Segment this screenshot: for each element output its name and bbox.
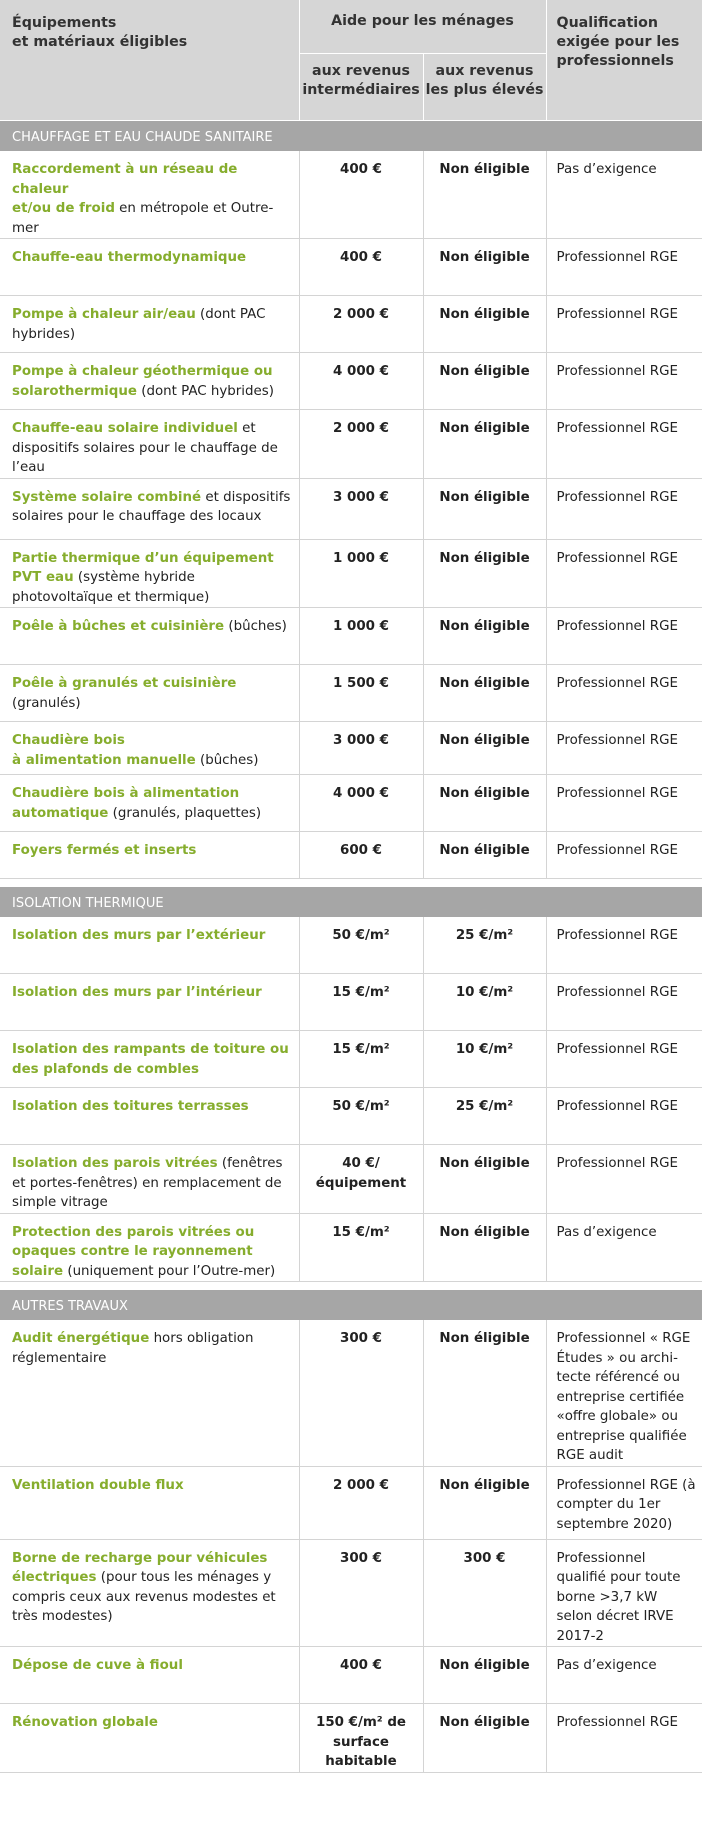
aid-high: Non éligible [423, 775, 546, 832]
equipment-detail: (système hybride photovoltaïque et thermique) [12, 570, 210, 605]
table-row [0, 1466, 702, 1539]
section-gap [0, 1282, 702, 1291]
section-header [0, 121, 702, 152]
equipment-name: Ventilation double flux [12, 1477, 184, 1493]
aid-intermediate: 400 € [299, 1647, 423, 1704]
equipment-detail: hors obligation réglementaire [12, 1331, 254, 1366]
equipment-name: Partie thermique d’un équipement [12, 550, 274, 566]
equipment-cell [0, 608, 299, 665]
qualification-cell: Professionnel RGE [546, 1031, 702, 1088]
equipment-name: Audit énergétique [12, 1331, 150, 1346]
table-row [0, 1213, 702, 1282]
equipment-detail: (granulés, plaquettes) [112, 805, 262, 821]
table-row [0, 775, 702, 832]
aid-high: Non éligible [423, 296, 546, 353]
table-row [0, 296, 702, 353]
table-row [0, 410, 702, 479]
equipment-name: Chaudière bois à alimentation [12, 786, 240, 801]
section-title: CHAUFFAGE ET EAU CHAUDE SANITAIRE [0, 121, 702, 152]
equipment-cell [0, 1145, 299, 1214]
qualification-cell: Professionnel RGE [546, 974, 702, 1031]
qualification-cell: Professionnel RGE [546, 353, 702, 410]
equipment-name: Foyers fermés et inserts [12, 843, 197, 858]
aid-high: Non éligible [423, 478, 546, 539]
header-equipment-line1: Équipements [12, 15, 117, 31]
section-gap [0, 879, 702, 888]
aid-high: 10 €/m² [423, 1031, 546, 1088]
aid-high: Non éligible [423, 608, 546, 665]
aid-high: Non éligible [423, 239, 546, 296]
aid-intermediate: 40 €/ équipement [299, 1145, 423, 1214]
equipment-cell [0, 775, 299, 832]
aid-intermediate: 600 € [299, 832, 423, 879]
equipment-cell [0, 832, 299, 879]
qualification-cell: Professionnel RGE [546, 665, 702, 722]
equipment-detail: en métropole et Outre-mer [12, 201, 274, 236]
equipment-name: automatique [12, 805, 109, 821]
aid-high: Non éligible [423, 1213, 546, 1282]
equipment-name: Isolation des murs par l’intérieur [12, 985, 262, 1000]
equipment-cell [0, 1088, 299, 1145]
table-row [0, 151, 702, 239]
equipment-name: Isolation des parois vitrées [12, 1156, 218, 1171]
aid-intermediate: 15 €/m² [299, 1031, 423, 1088]
equipment-name: électriques [12, 1570, 97, 1585]
aid-high: Non éligible [423, 151, 546, 239]
equipment-cell [0, 539, 299, 608]
equipment-cell [0, 974, 299, 1031]
equipment-cell [0, 151, 299, 239]
aid-high: Non éligible [423, 722, 546, 775]
table-row [0, 1320, 702, 1466]
table-row [0, 1539, 702, 1647]
qualification-cell: Professionnel RGE (à compter du 1er septembre 2020) [546, 1466, 702, 1539]
equipment-name: des plafonds de combles [12, 1061, 199, 1077]
table-row [0, 974, 702, 1031]
section-title: AUTRES TRAVAUX [0, 1290, 702, 1320]
table-row [0, 722, 702, 775]
equipment-name: et/ou de froid [12, 201, 115, 216]
equipment-detail: (bûches) [199, 752, 259, 768]
equipment-cell [0, 917, 299, 974]
qualification-cell: Professionnel RGE [546, 539, 702, 608]
qualification-cell: Professionnel RGE [546, 1088, 702, 1145]
header-intermediate-line1: aux revenus [312, 63, 410, 79]
equipment-name: Chauffe-eau thermodynamique [12, 250, 247, 265]
qualification-cell: Professionnel RGE [546, 917, 702, 974]
table-row [0, 608, 702, 665]
aid-high: Non éligible [423, 665, 546, 722]
aid-intermediate: 150 €/m² de surface habitable [299, 1704, 423, 1773]
table-row [0, 917, 702, 974]
equipment-name: Poêle à granulés et cuisinière [12, 676, 237, 691]
aid-high: Non éligible [423, 410, 546, 479]
header-intermediate-line2: intermédiaires [302, 82, 420, 98]
equipment-cell [0, 665, 299, 722]
table-row [0, 1647, 702, 1704]
qualification-cell: Professionnel RGE [546, 722, 702, 775]
equipment-detail: (dont PAC hybrides) [141, 383, 274, 399]
section-gap-cell [0, 879, 702, 888]
equipment-name: opaques contre le rayonnement solaire [12, 1244, 253, 1279]
equipment-name: Pompe à chaleur géothermique ou [12, 364, 273, 379]
aid-intermediate: 15 €/m² [299, 1213, 423, 1282]
aid-intermediate: 2 000 € [299, 1466, 423, 1539]
equipment-name: Rénovation globale [12, 1715, 158, 1730]
qualification-cell: Professionnel RGE [546, 296, 702, 353]
header-qualification-line1: Qualification [556, 15, 658, 31]
aid-intermediate: 3 000 € [299, 478, 423, 539]
equipment-cell [0, 239, 299, 296]
header-qualification [546, 0, 702, 121]
equipment-name: Pompe à chaleur air/eau [12, 307, 196, 322]
aid-intermediate: 1 500 € [299, 665, 423, 722]
qualification-cell: Professionnel RGE [546, 1704, 702, 1773]
equipment-cell [0, 478, 299, 539]
equipment-detail: et dispositifs solaires pour le chauffage de l’eau [12, 421, 278, 475]
table-body [0, 121, 702, 1773]
equipment-cell [0, 1031, 299, 1088]
qualification-cell: Professionnel RGE [546, 478, 702, 539]
header-aid: Aide pour les ménages [299, 0, 546, 54]
equipment-cell [0, 1213, 299, 1282]
aid-intermediate: 3 000 € [299, 722, 423, 775]
table-row [0, 353, 702, 410]
equipment-name: Isolation des toitures terrasses [12, 1099, 249, 1114]
qualification-cell: Professionnel RGE [546, 1145, 702, 1214]
equipment-detail: et dispositifs solaires pour le chauffage des locaux [12, 489, 291, 524]
table-row [0, 478, 702, 539]
equipment-name: Borne de recharge pour véhicules [12, 1550, 268, 1566]
section-title: ISOLATION THERMIQUE [0, 887, 702, 917]
qualification-cell: Professionnel RGE [546, 608, 702, 665]
aid-intermediate: 4 000 € [299, 775, 423, 832]
header-high-income [423, 54, 546, 121]
equipment-cell [0, 1539, 299, 1647]
aid-high: Non éligible [423, 539, 546, 608]
table-row [0, 1031, 702, 1088]
header-equipment-line2: et matériaux éligibles [12, 34, 188, 50]
section-gap-cell [0, 1282, 702, 1291]
table-row [0, 239, 702, 296]
equipment-cell [0, 410, 299, 479]
aid-high: 10 €/m² [423, 974, 546, 1031]
equipment-name: Raccordement à un réseau de chaleur [12, 162, 238, 197]
qualification-cell: Professionnel RGE [546, 410, 702, 479]
aid-intermediate: 2 000 € [299, 410, 423, 479]
aid-intermediate: 50 €/m² [299, 1088, 423, 1145]
qualification-cell: Pas d’exigence [546, 1647, 702, 1704]
equipment-cell [0, 1704, 299, 1773]
aid-high: 25 €/m² [423, 917, 546, 974]
aid-high: Non éligible [423, 1320, 546, 1466]
table-row [0, 1088, 702, 1145]
aid-high: Non éligible [423, 1704, 546, 1773]
header-intermediate-income [299, 54, 423, 121]
equipment-detail: (bûches) [228, 619, 287, 634]
table-row [0, 1704, 702, 1773]
aid-intermediate: 2 000 € [299, 296, 423, 353]
header-high-line1: aux revenus [435, 63, 534, 79]
qualification-cell: Professionnel qualifié pour toute borne >3,7 kW selon décret IRVE 2017-2 [546, 1539, 702, 1647]
aid-high: Non éligible [423, 1145, 546, 1214]
table-row [0, 665, 702, 722]
aid-intermediate: 4 000 € [299, 353, 423, 410]
equipment-name: Protection des parois vitrées ou [12, 1224, 255, 1240]
equipment-name: Poêle à bûches et cuisinière [12, 619, 225, 634]
equipment-detail: (granulés) [12, 695, 81, 711]
header-qualification-line2: exigée pour les [556, 34, 680, 50]
section-header [0, 887, 702, 917]
qualification-cell: Professionnel RGE [546, 775, 702, 832]
header-qualification-line3: professionnels [556, 53, 674, 69]
equipment-cell [0, 1647, 299, 1704]
aid-intermediate: 300 € [299, 1539, 423, 1647]
equipment-name: Chaudière bois [12, 733, 125, 748]
equipment-detail: (dont PAC hybrides) [12, 307, 266, 342]
equipment-detail: (uniquement pour l’Outre-mer) [67, 1263, 276, 1279]
aid-high: Non éligible [423, 353, 546, 410]
equipment-name: solarothermique [12, 383, 137, 399]
equipment-cell [0, 1320, 299, 1466]
header-high-line2: les plus élevés [425, 82, 544, 98]
aid-intermediate: 400 € [299, 151, 423, 239]
table-row [0, 539, 702, 608]
qualification-cell: Professionnel RGE [546, 832, 702, 879]
equipment-name: PVT eau [12, 570, 74, 585]
equipment-cell [0, 722, 299, 775]
equipment-name: Système solaire combiné [12, 489, 202, 505]
equipment-name: Dépose de cuve à fioul [12, 1658, 183, 1673]
aid-high: 25 €/m² [423, 1088, 546, 1145]
equipment-cell [0, 296, 299, 353]
aid-high: 300 € [423, 1539, 546, 1647]
header-equipment [0, 0, 299, 121]
section-header [0, 1290, 702, 1320]
aid-intermediate: 50 €/m² [299, 917, 423, 974]
equipment-detail: (fenêtres et portes-fenêtres) en remplacement de simple vitrage [12, 1156, 283, 1210]
equipment-cell [0, 353, 299, 410]
aid-intermediate: 1 000 € [299, 608, 423, 665]
aid-intermediate: 300 € [299, 1320, 423, 1466]
equipment-cell [0, 1466, 299, 1539]
table-row [0, 832, 702, 879]
equipment-name: Isolation des rampants de toiture ou [12, 1042, 289, 1057]
aid-high: Non éligible [423, 1466, 546, 1539]
equipment-name: à alimentation manuelle [12, 752, 196, 768]
qualification-cell: Pas d’exigence [546, 1213, 702, 1282]
aid-intermediate: 15 €/m² [299, 974, 423, 1031]
equipment-name: Isolation des murs par l’extérieur [12, 928, 266, 943]
table-row [0, 1145, 702, 1214]
equipment-name: Chauffe-eau solaire individuel [12, 421, 238, 436]
aid-high: Non éligible [423, 1647, 546, 1704]
aid-high: Non éligible [423, 832, 546, 879]
table-header [0, 0, 702, 121]
aid-intermediate: 1 000 € [299, 539, 423, 608]
qualification-cell: Professionnel RGE [546, 239, 702, 296]
aid-intermediate: 400 € [299, 239, 423, 296]
qualification-cell: Pas d’exigence [546, 151, 702, 239]
qualification-cell: Professionnel « RGE Études » ou architecte référencé ou entreprise certifiée «offre globale» ou entreprise qualifiée RGE audit [546, 1320, 702, 1466]
equipment-detail: (pour tous les ménages y compris ceux aux revenus modestes et très modestes) [12, 1570, 276, 1624]
